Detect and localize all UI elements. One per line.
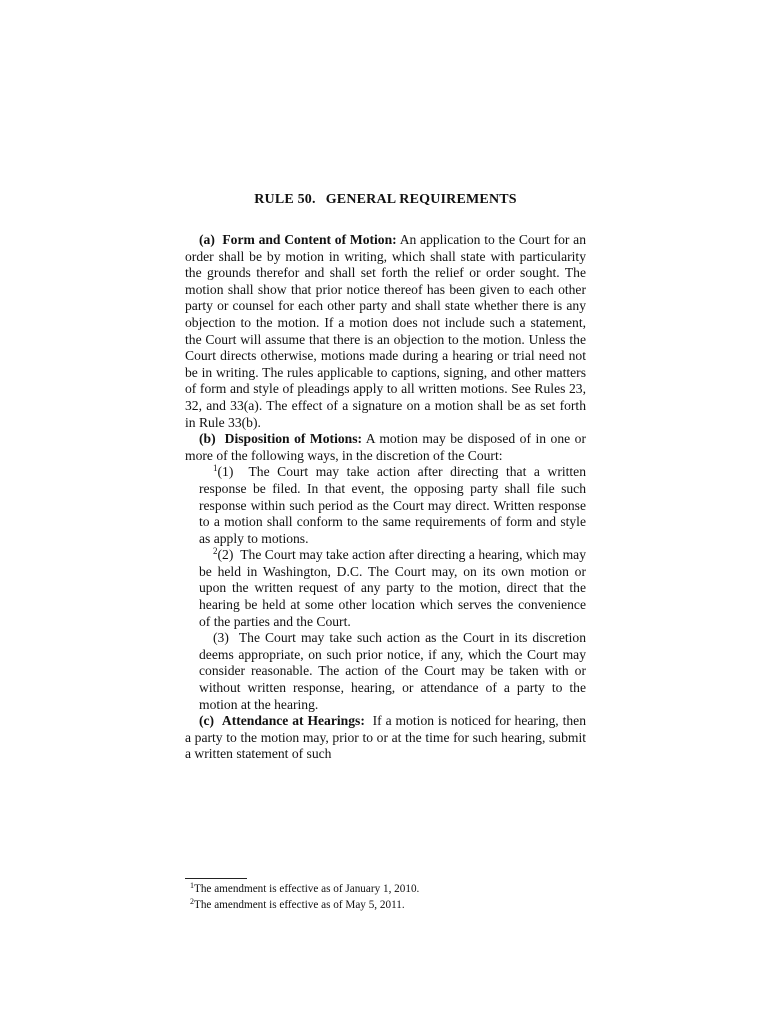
rule-name: GENERAL REQUIREMENTS (325, 192, 517, 207)
rule-number: RULE 50. (254, 192, 316, 207)
item-text: The Court may take action after directing that a written response be filed. In that event, the opposing party shall file such response within such period as the Court may direct. Written response to a motion shall conform to the same requirements of form and style as apply to motions. (199, 464, 587, 546)
document-page (185, 192, 586, 763)
footnote-ref: 1 (213, 463, 218, 474)
section-a-heading: Form and Content of Motion: (222, 232, 397, 247)
rule-title (185, 192, 586, 208)
section-c-label: (c) (199, 713, 215, 729)
section-b-heading: Disposition of Motions: (224, 431, 363, 447)
footnote-2 (190, 897, 580, 913)
footnote-mark: 2 (190, 897, 194, 906)
footnote-divider (185, 878, 247, 879)
section-c-heading: Attendance at Hearings: (221, 713, 365, 729)
section-b (185, 431, 586, 464)
item-number: (2) (217, 547, 234, 563)
footnote-ref: 2 (213, 546, 218, 557)
section-b-item-3 (199, 630, 586, 713)
item-number: (3) (213, 630, 229, 646)
footnote-mark: 1 (190, 881, 194, 890)
section-a-label: (a) (199, 232, 215, 247)
section-b-item-1 (199, 464, 586, 547)
item-text: The Court may take action after directing a hearing, which may be held in Washington, D.C. The Court may, on its own motion or upon the written request of any party to the motion, direct that the hearing be held at some other location which serves the convenience of the parties and the Court. (199, 547, 586, 629)
section-c (185, 713, 586, 763)
section-a-text: An application to the Court for an order shall be by motion in writing, which shall state with particularity the grounds therefor and shall set forth the relief or order sought. The motion shall show that prior notice thereof has been given to each other party or counsel for each other party and shall state whether there is any objection to the motion. If a motion does not include such a statement, the Court will assume that there is an objection to the motion. Unless the Court directs otherwise, motions made during a hearing or trial need not be in writing. The rules applicable to captions, signing, and other matters of form and style of pleadings apply to all written motions. See Rules 23, 32, and 33(a). The effect of a signature on a motion shall be as set forth in Rule 33(b). (185, 232, 586, 430)
section-b-label: (b) (199, 431, 216, 447)
footnote-text: The amendment is effective as of May 5, 2011. (194, 899, 405, 911)
item-number: (1) (217, 464, 234, 480)
item-text: The Court may take such action as the Court in its discretion deems appropriate, on such prior notice, if any, which the Court may consider reasonable. The action of the Court may be taken with or without written response, hearing, or attendance of a party to the motion at the hearing. (199, 630, 587, 712)
section-b-text: A motion may be disposed of in one or more of the following ways, in the discretion of the Court: (185, 431, 587, 463)
footnote-text: The amendment is effective as of January 1, 2010. (194, 883, 420, 895)
footnote-1 (190, 881, 580, 897)
footnotes (190, 881, 580, 913)
section-c-text: If a motion is noticed for hearing, then a party to the motion may, prior to or at the time for such hearing, submit a written statement of such (185, 713, 587, 762)
section-a (185, 232, 586, 431)
section-b-item-2 (199, 547, 586, 630)
